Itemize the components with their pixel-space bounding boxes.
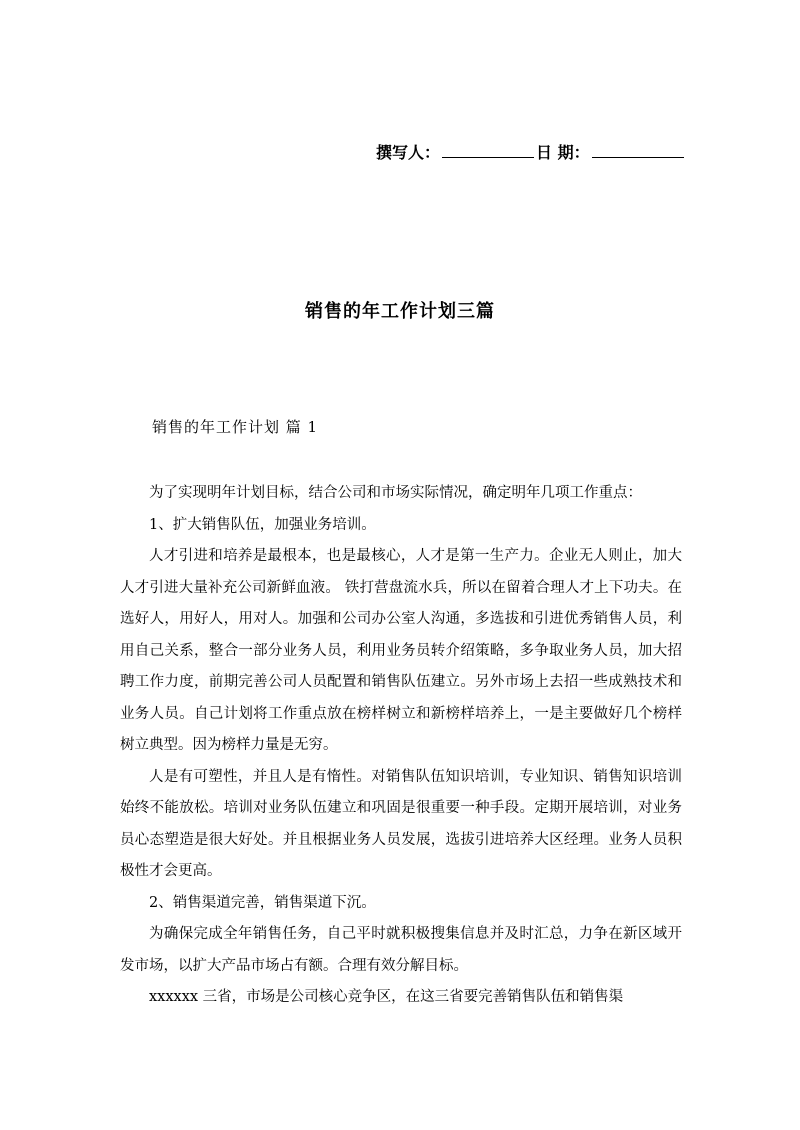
paragraph-provinces: xxxxxx 三省，市场是公司核心竞争区，在这三省要完善销售队伍和销售渠: [149, 989, 624, 1005]
author-label: 撰写人：: [376, 143, 441, 162]
paragraph-heading-1: 1、扩大销售队伍，加强业务培训。: [149, 516, 376, 533]
paragraph-heading-2: 2、销售渠道完善，销售渠道下沉。: [149, 894, 376, 911]
author-blank: [442, 143, 534, 158]
paragraph-talent: 人才引进和培养是最根本，也是最核心，人才是第一生产力。企业无人则止，加大人才引进大量补充公司新鲜血液。 铁打营盘流水兵，所以在留着合理人才上下功夫。在选好人，用好人，用对人。加强和公司办公室人沟通，多选拔和引进优秀销售人员，利用自己关系，整合一部分业务人员，利用业务员转介绍策略，多争取业务人员，加大招聘工作力度，前期完善公司人员配置和销售队伍建立。另外市场上去招一些成熟技术和业务人员。自己计划将工作重点放在榜样树立和新榜样培养上，一是主要做好几个榜样树立典型。因为榜样力量是无穷。: [120, 548, 682, 753]
paragraph-sales-task: 为确保完成全年销售任务，自己平时就积极搜集信息并及时汇总，力争在新区域开发市场，以扩大产品市场占有额。合理有效分解目标。: [120, 926, 682, 974]
date-label: 日 期：: [536, 143, 590, 162]
paragraph-intro: 为了实现明年计划目标，结合公司和市场实际情况，确定明年几项工作重点：: [149, 485, 642, 501]
paragraph-training: 人是有可塑性，并且人是有惰性。对销售队伍知识培训，专业知识、销售知识培训始终不能放松。培训对业务队伍建立和巩固是很重要一种手段。定期开展培训，对业务员心态塑造是很大好处。并且根据业务人员发展，选拔引进培养大区经理。业务人员积极性才会更高。: [120, 768, 682, 879]
section-title: 销售的年工作计划 篇 1: [152, 418, 319, 436]
date-blank: [592, 143, 684, 158]
body-text: [120, 478, 682, 1014]
document-title: 销售的年工作计划三篇: [305, 301, 495, 322]
header-signature-line: [376, 140, 696, 163]
